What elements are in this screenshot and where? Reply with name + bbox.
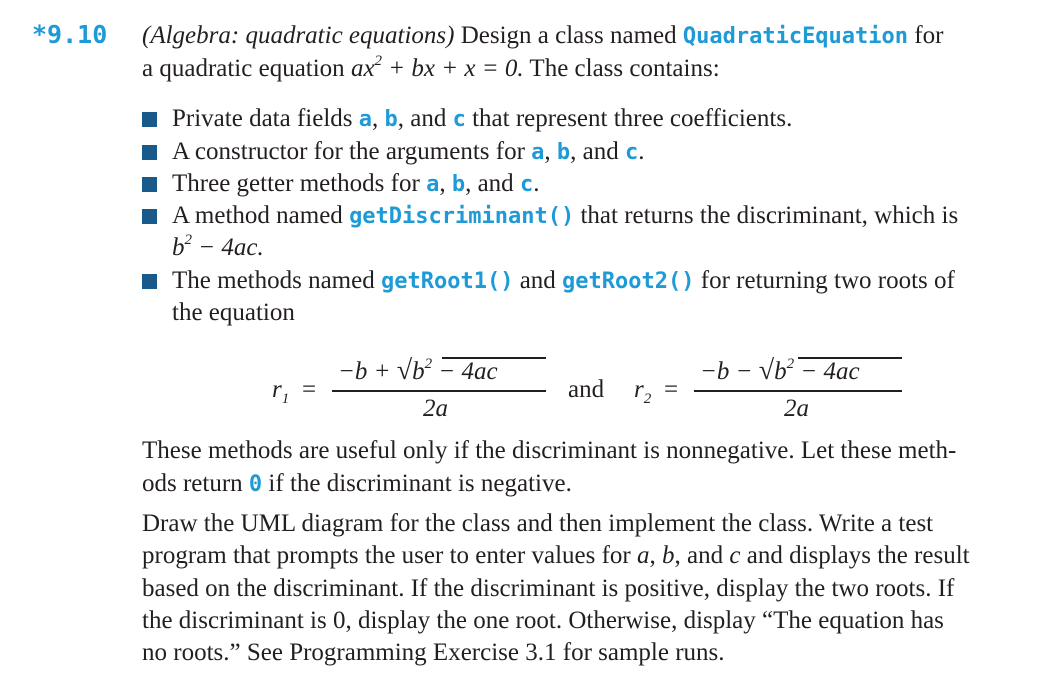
period: . [533,170,540,197]
bullet-discriminant [172,201,958,232]
r2-denominator: 2a [784,395,809,422]
task-text: and displays the result [746,542,970,569]
bullet-marker [142,145,157,160]
method-get-root2: getRoot2() [562,269,695,294]
bullet-roots-cont: the equation [172,299,295,326]
bullet-marker [142,112,157,127]
bullet-text: for returning two roots of [700,267,955,294]
exercise-topic: (Algebra: quadratic equations) [142,22,455,49]
equals-sign: = [302,376,317,403]
task-text: program that prompts the user to enter values for [142,542,631,569]
bullet-text: A method named [172,202,343,229]
field-a: a [531,140,545,165]
bullet-marker [142,209,157,224]
formula-and: and [568,376,605,403]
field-c: c [625,140,639,165]
method-get-discriminant: getDiscriminant() [349,204,575,229]
fraction-bar-1 [332,390,546,392]
bullet-text: The methods named [172,267,375,294]
field-b: b [384,107,398,132]
equals-sign: = [664,376,679,403]
paragraph-task-line2: program that prompts the user to enter values for a, b, and c and displays the result [142,542,970,569]
comma: , [397,105,404,132]
field-a: a [358,107,372,132]
comma: , [439,170,446,197]
note-text: if the discriminant is negative. [268,470,572,497]
field-b: b [451,172,466,197]
quadratic-equation: $ax^2$ + bx + x = 0. [350,53,524,82]
intro-text: Design a class named [460,22,677,49]
r1-subscript: 1 [281,391,290,407]
r2-subscript: 2 [643,391,652,407]
fraction-bar-2 [694,390,902,392]
discriminant-formula: $b^2 - 4ac$. [172,232,264,261]
zero-value: 0 [248,472,263,497]
note-text: ods return [142,470,243,497]
comma: , [570,138,577,165]
method-get-root1: getRoot1() [380,269,514,294]
variables-abc: a [637,542,650,569]
bullet-marker [142,177,157,192]
bullet-text: Private data fields [172,105,353,132]
radical-bar-1 [442,357,546,359]
bullet-text: Three getter methods for [172,170,420,197]
paragraph-task-line3: based on the discriminant. If the discriminant is positive, display the two roots. If [142,575,955,602]
r2-numerator: $-b - √b^2 - 4ac$ [700,355,860,386]
bullet-text: that represent three coefficients. [472,105,793,132]
equation-intro: a quadratic equation [142,55,345,82]
field-c: c [452,107,466,132]
paragraph-task-line4: the discriminant is 0, display the one root. Otherwise, display “The equation has [142,607,944,634]
comma: , [372,105,379,132]
bullet-constructor [172,137,645,168]
equation-line [142,54,720,84]
bullet-text: that returns the discriminant, which is [580,202,959,229]
comma: , [544,138,551,165]
class-name: QuadraticEquation [682,24,909,49]
r1-denominator: 2a [423,395,448,422]
and-word: and [582,138,619,165]
exercise-number: *9.10 [32,20,108,49]
for-text: for [914,22,944,49]
radical-bar-2 [798,357,902,359]
paragraph-note-line1: These methods are useful only if the discriminant is nonnegative. Let these meth- [142,437,957,464]
formula-r2 [634,376,652,407]
bullet-getters [172,169,539,200]
r1-symbol: r [272,376,282,403]
bullet-marker [142,274,157,289]
bullet-roots [172,266,955,297]
r2-symbol: r [634,376,644,403]
field-b: b [556,140,571,165]
bullet-private-fields [172,104,792,135]
paragraph-task-line1: Draw the UML diagram for the class and then implement the class. Write a test [142,510,934,537]
formula-r1 [272,376,290,407]
r1-numerator: $-b + √b^2 - 4ac$ [338,355,498,386]
paragraph-note-line2 [142,469,572,500]
bullet-text: A constructor for the arguments for [172,138,525,165]
and-word: and [519,267,556,294]
comma: , [465,170,472,197]
period: . [638,138,645,165]
exercise-heading-line [142,21,943,52]
and-word: and [410,105,447,132]
field-c: c [519,172,534,197]
and-word: and [477,170,514,197]
class-contains: The class contains: [529,55,720,82]
field-a: a [426,172,440,197]
paragraph-task-line5: no roots.” See Programming Exercise 3.1 for sample runs. [142,639,725,666]
